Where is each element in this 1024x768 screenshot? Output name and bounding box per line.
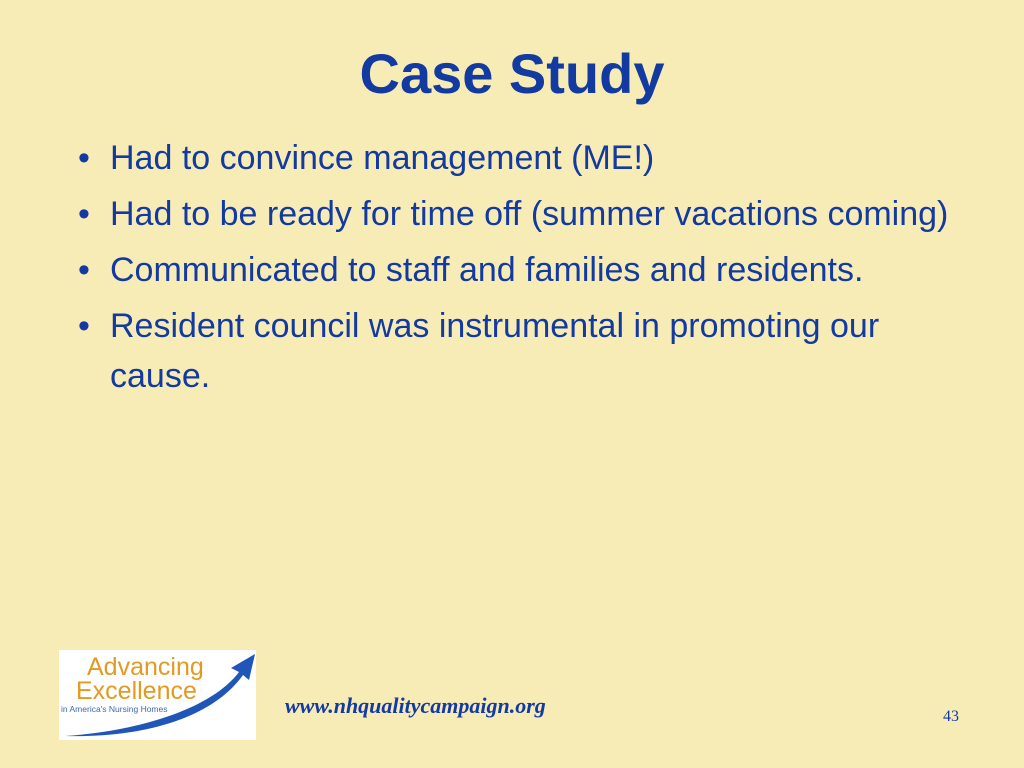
bullet-marker: • — [78, 307, 90, 345]
bullet-marker: • — [78, 195, 90, 233]
bullet-list — [74, 133, 954, 407]
bullet-item — [74, 245, 954, 295]
campaign-url[interactable]: www.nhqualitycampaign.org — [285, 693, 546, 718]
logo-text-excellence: Excellence — [76, 677, 197, 705]
logo-tagline: in America's Nursing Homes — [61, 704, 168, 714]
bullet-item — [74, 133, 954, 183]
bullet-marker: • — [78, 139, 90, 177]
logo-text-advancing: Advancing — [87, 653, 204, 681]
advancing-excellence-logo — [59, 650, 256, 740]
bullet-text: Communicated to staff and families and residents. — [110, 251, 864, 289]
bullet-item — [74, 301, 954, 401]
slide-title: Case Study — [359, 42, 665, 105]
bullet-text: Had to convince management (ME!) — [110, 139, 655, 177]
page-number: 43 — [943, 708, 959, 725]
bullet-item — [74, 189, 954, 239]
bullet-text: Had to be ready for time off (summer vacations coming) — [110, 195, 949, 233]
bullet-text: Resident council was instrumental in promoting our cause. — [110, 307, 880, 395]
bullet-marker: • — [78, 251, 90, 289]
